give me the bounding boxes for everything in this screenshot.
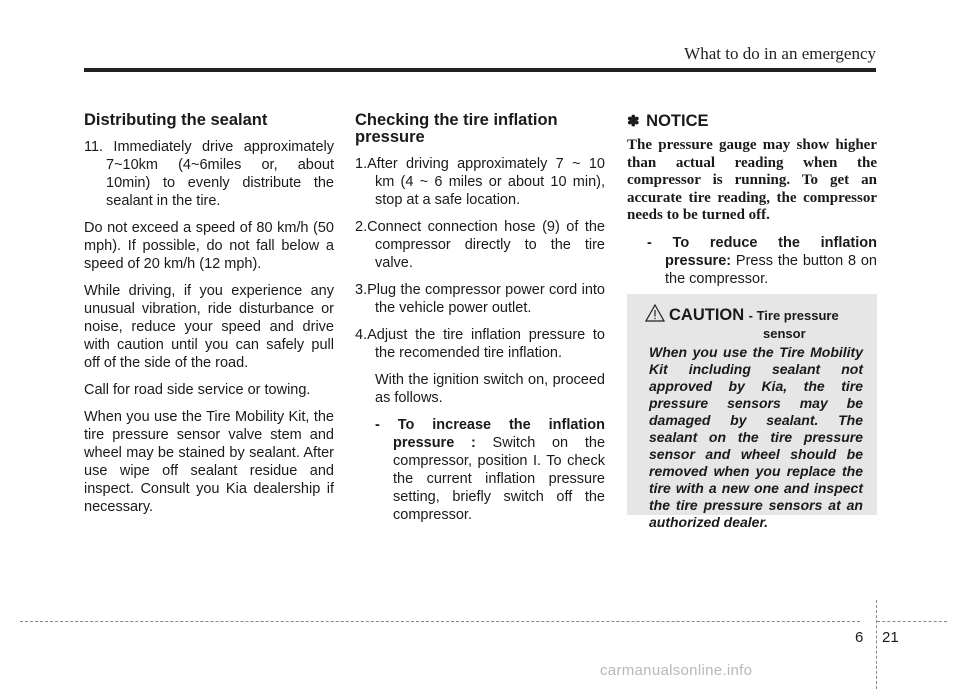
notice-label: NOTICE (646, 112, 709, 130)
notice-mark: ✽ (627, 113, 640, 130)
sensor-stain-paragraph: When you use the Tire Mobility Kit, the tire pressure sensor valve stem and wheel may be stained by sealant. After use wipe off sealant residue and inspect. Consult you Kia dealership if necessary. (84, 409, 334, 515)
reduce-pressure-item (627, 234, 877, 288)
increase-pressure-text: Switch on the compressor, position I. To check the current inflation pressure setting, briefly switch off the compressor. (393, 435, 606, 523)
step-4: 4.Adjust the tire inflation pressure to the recomended tire inflation. (355, 327, 605, 361)
notice-heading (627, 112, 877, 131)
reduce-pressure-label: - To reduce the inflation pressure: (647, 234, 877, 269)
notice-text: The pressure gauge may show higher than actual reading when the compressor is running. To get an accurate tire reading, the compressor needs to be turned off. (627, 137, 877, 223)
chapter-number: 6 (855, 629, 864, 646)
column-checking-pressure (355, 112, 605, 533)
step-4-instruction: With the ignition switch on, proceed as follows. (375, 372, 605, 406)
column-notice (627, 112, 877, 297)
step-3: 3.Plug the compressor power cord into the vehicle power outlet. (355, 282, 605, 316)
caution-title (645, 304, 875, 341)
caution-subtitle-line2: sensor (763, 326, 806, 341)
section-heading: Checking the tire inflation pressure (355, 111, 558, 146)
caution-text: When you use the Tire Mobility Kit including sealant not approved by Kia, the tire pressure sensors may be damaged by sealant. The sealant on the tire pressure sensor and wheel should be removed when you replace the tire with a new one and inspect the tire pressure sensors at an authorized dealer. (649, 344, 863, 530)
section-heading: Distributing the sealant (84, 111, 268, 129)
step-1: 1.After driving approximately 7 ~ 10 km (4 ~ 6 miles or about 10 min), stop at a safe location. (355, 156, 605, 208)
footer-divider (876, 600, 877, 689)
increase-pressure-item (355, 416, 605, 524)
header-rule (84, 68, 876, 72)
service-paragraph: Call for road side service or towing. (84, 382, 311, 398)
footer-rule (20, 621, 860, 622)
caution-subtitle: - Tire pressure (748, 308, 839, 323)
page-number: 21 (882, 629, 899, 646)
running-header: What to do in an emergency (684, 44, 876, 63)
footer-rule-right (877, 621, 947, 622)
vibration-paragraph: While driving, if you experience any unusual vibration, ride disturbance or noise, reduce your speed and drive with caution until you can safely pull off of the side of the road. (84, 283, 334, 371)
step-11: 11. Immediately drive approximately 7~10km (4~6miles or, about 10min) to evenly distribute the sealant in the tire. (84, 139, 334, 209)
watermark: carmanualsonline.info (600, 662, 753, 679)
increase-pressure-label: - To increase the inflation pressure : (375, 417, 605, 451)
step-2: 2.Connect connection hose (9) of the compressor directly to the tire valve. (355, 219, 605, 271)
column-distributing-sealant (84, 112, 334, 525)
warning-triangle-icon (645, 304, 665, 327)
reduce-pressure-text: Press the button 8 on the compressor. (665, 252, 877, 287)
caution-word: CAUTION (669, 306, 745, 324)
caution-box (627, 294, 877, 530)
speed-paragraph: Do not exceed a speed of 80 km/h (50 mph). If possible, do not fall below a speed of 20 km/h (12 mph). (84, 220, 334, 272)
